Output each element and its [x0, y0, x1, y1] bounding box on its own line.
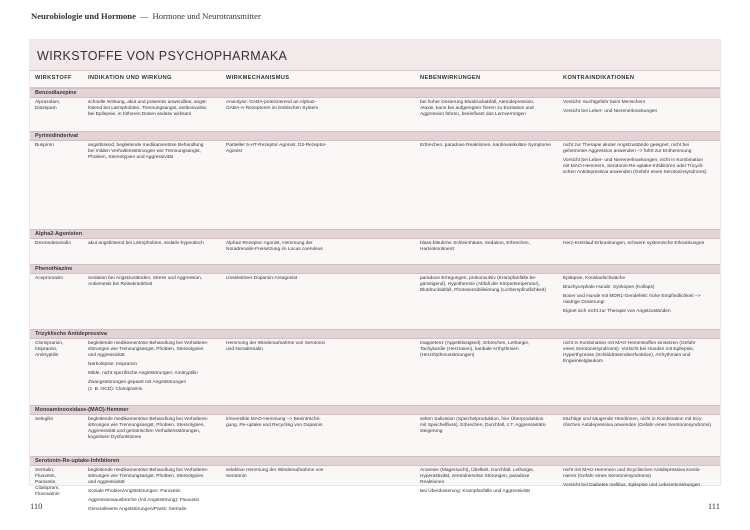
cell-line: Aggression führen, beeinflusst das Lernvermögen [420, 112, 526, 118]
cell-line: Eignet sich nicht zur Therapie von Angstzuständen [563, 309, 671, 315]
cell-kontraindikationen [563, 276, 715, 315]
cell-paragraph [88, 507, 220, 513]
wirkstoff-line: Buspiron [35, 143, 54, 148]
cell-line: nieren (Gefahr eines Serotoninsyndroms) [563, 474, 651, 480]
cell-line: mit Speichelfluss), Erbrechen, Durchfall, z.T. Aggressivitäts- [420, 423, 547, 429]
section-title: Benzodiazepine [35, 90, 77, 96]
cell-line: Blutdruckabfall, Photosensibilisierung (Lichtempfindlichkeit) [420, 288, 546, 294]
cell-paragraph [420, 276, 558, 294]
cell-line: Ataxie, kann bei aufgeregten Tieren zu Exzitation und [420, 106, 534, 112]
cell-line: Narkolepsie: Imipramin [88, 362, 138, 368]
cell-paragraph [226, 341, 406, 353]
cell-kontraindikationen [563, 143, 715, 176]
cell-paragraph [88, 380, 220, 392]
cell-paragraph [88, 100, 220, 118]
cell-line: Harninkontinenz [420, 247, 455, 253]
cell-line: Generalisierte Angststörungen/Panik: Sertralin [88, 507, 187, 513]
cell-nebenwirkungen [420, 241, 558, 253]
cell-line: trächtige und säugende Hündinnen, nicht in Kombination mit tricy- [563, 417, 703, 422]
cell-paragraph [563, 483, 715, 489]
cell-line: Hemmung der Wiederaufnahme von Serotonin [226, 341, 326, 346]
cell-line: schnelle Wirkung, akut und präventiv anwendbar, angst- [88, 100, 208, 105]
cell-line: begleitende medikamentöse Behandlung bei Verhaltens- [88, 468, 209, 473]
cell-line: störungen wie Trennungsangst, Phobien, Stereotypien, [88, 423, 205, 429]
cell-line: mit MAO-Hemmern, Serotonin-Re-uptake-Inhibitoren oder Tricycli- [563, 164, 704, 170]
cell-paragraph [563, 109, 715, 115]
page-number-right: 111 [707, 501, 720, 511]
cell-line: begleitende medikamentöse Behandlung bei Verhaltens- [88, 417, 209, 422]
cell-line: bei milden Verhaltensstörungen wie Trennungsangst, [88, 149, 201, 155]
cell-line: bei Epilepsie, in höheren Dosen sedativ wirksam [88, 112, 192, 118]
section-title: Serotonin-Re-uptake-Inhibitoren [35, 458, 120, 464]
column-header-indikation: INDIKATION UND WIRKUNG [88, 75, 172, 81]
cell-paragraph [226, 276, 406, 282]
cell-paragraph [88, 417, 220, 441]
running-head-chapter: Neurobiologie und Hormone [31, 11, 136, 21]
cell-paragraph [420, 489, 558, 495]
running-head-separator: — [139, 11, 149, 21]
cell-line: niedrige Dosierung! [563, 300, 605, 306]
cell-line: und Aggressivität [88, 480, 125, 486]
cell-paragraph [88, 371, 220, 377]
cell-line: clischen Antidepressiva anwenden (Gefahr eines Serotoninsyndroms) [563, 423, 711, 429]
cell-line: und Aggressivität [88, 353, 125, 359]
cell-line: störungen wie Trennungsangst, Phobien, Stereotypien [88, 474, 204, 480]
page-number-left: 110 [30, 501, 43, 511]
cell-paragraph [88, 489, 220, 495]
cell-line: Noradrenalin-Freisetzung im Locus coeruleus [226, 247, 323, 253]
cell-line: Aggressivität und geriatrischen Verhaltensstörungen, [88, 429, 201, 435]
cell-paragraph [226, 100, 406, 112]
cell-line: Boxer und Hunde mit MDR1-Gendefekt: hohe Empfindlichkeit –> [563, 294, 701, 300]
cell-paragraph [563, 143, 715, 155]
cell-line: blass-bläuliche Schleimhäute, Sedation, Erbrechen, [420, 241, 530, 246]
column-header-wirkmechanismus: WIRKMECHANISMUS [226, 75, 290, 81]
cell-nebenwirkungen [420, 468, 558, 495]
cell-line: Anorexie (Magersucht), Übelkeit, Durchfall, Lethargie, [420, 468, 535, 473]
cell-line: begleitende medikamentöse Behandlung bei Verhaltens- [88, 341, 209, 346]
cell-line: Vorsicht bei Leber- und Nierenerkrankungen, nicht in Kombination [563, 158, 703, 164]
cell-paragraph [88, 362, 220, 368]
cell-line: (Herzrhythmusstörungen) [420, 353, 475, 359]
cell-paragraph [563, 417, 715, 429]
cell-line: Partieller 5-HT-Rezeptor-Agonist, D2-Rezeptor- [226, 143, 327, 148]
cell-paragraph [88, 143, 220, 161]
cell-paragraph [88, 241, 220, 247]
cell-paragraph [563, 309, 715, 315]
cell-line: Hyperthyreose (Schilddrüsenüberfunktion), Arrhythmien und [563, 353, 691, 359]
cell-line: angstlösend, begleitende medikamentöse Behandlung [88, 143, 204, 148]
wirkstoff-line: Alprazolam, [35, 100, 61, 105]
cell-paragraph [88, 341, 220, 359]
cell-paragraph [563, 341, 715, 365]
cell-line: Antiemesis bei Reisekrankheit [88, 282, 153, 288]
cell-line: Tachykardie (Herzrasen), kardiale Arrhythmien [420, 347, 519, 353]
cell-paragraph [420, 417, 558, 435]
section-header [30, 329, 720, 339]
wirkstoff-line: Selegilin [35, 417, 54, 422]
cell-line: irreversible MAO-Hemmung –> Beeinträchti- [226, 417, 321, 422]
column-header-wirkstoff: WIRKSTOFF [35, 75, 72, 81]
cell-line: selten Salivation (Speichelproduktion, hier Überproduktion [420, 417, 544, 422]
wirkstoff-line: Clomipramin, [35, 341, 64, 346]
cell-line: Epilepsie, Kreislaufschwäche [563, 276, 626, 281]
cell-line: nicht zur Therapie akuter Angstzustände geeignet, nicht bei [563, 143, 690, 148]
cell-line: (z. B. OCD): Clomipramin [88, 386, 143, 392]
cell-indikation [88, 276, 220, 288]
section-title: Alpha2-Agonisten [35, 231, 83, 237]
cell-line: Bei Überdosierung: Krampfanfälle und Aggressivität [420, 489, 530, 495]
wirkstoff-line: Sertralin, [35, 468, 55, 473]
cell-paragraph [420, 468, 558, 486]
cell-kontraindikationen [563, 341, 715, 365]
cell-indikation [88, 241, 220, 247]
cell-paragraph [226, 468, 406, 480]
cell-indikation [88, 468, 220, 514]
cell-line: störungen wie Trennungsangst, Phobien, Stereotypien [88, 347, 204, 353]
section-title: Pyrimidinderivat [35, 133, 79, 139]
cell-wirkstoff [35, 276, 85, 282]
wirkstoff-line: Amitryptilin [35, 353, 59, 359]
cell-line: Brachycephale Hunde: Synkopen (Kollaps) [563, 285, 655, 291]
wirkstoff-line: Paroxetin, [35, 480, 57, 486]
cell-paragraph [88, 468, 220, 486]
wirkstoff-line: Imipramin, [35, 347, 58, 353]
cell-paragraph [563, 276, 715, 282]
wirkstoff-line: Fluvoxamin [35, 492, 60, 498]
cell-line: schen Antidepressiva anwenden (Gefahr eines Serotoninsyndroms) [563, 170, 707, 176]
cell-wirkstoff [35, 341, 85, 359]
cell-paragraph [563, 158, 715, 176]
cell-line: und Noradrenalin [226, 347, 263, 353]
cell-paragraph [420, 341, 558, 359]
section-title: Trizyklische Antidepressiva [35, 331, 107, 337]
cell-paragraph [226, 417, 406, 429]
section-header [30, 131, 720, 141]
cell-mechanismus [226, 417, 406, 429]
cell-mechanismus [226, 341, 406, 353]
running-head [31, 11, 261, 21]
cell-line: Alpha2-Rezeptor-Agonist, Hemmung der [226, 241, 313, 246]
cell-wirkstoff [35, 468, 85, 498]
cell-line: Unselektiver Dopamin-Antagonist [226, 276, 298, 281]
cell-paragraph [563, 241, 715, 247]
cell-line: lösend bei Lärmphobien, Trennungsangst, antikonvulsiv [88, 106, 207, 112]
cell-line: Agonist [226, 149, 242, 155]
section-title: Monoaminooxidase-(MAO)-Hemmer [35, 407, 129, 413]
cell-line: nicht in Kombination mit MAO-Hemmstoffen einsetzen (Gefahr [563, 341, 696, 346]
cell-kontraindikationen [563, 241, 715, 247]
cell-line: Zwangsstörungen gepaart mit Angststörungen [88, 380, 187, 386]
cell-nebenwirkungen [420, 143, 558, 149]
cell-line: Erbrechen, paradoxe Reaktionen, kardiovaskuläre Symptome [420, 143, 551, 148]
cell-indikation [88, 341, 220, 393]
cell-wirkstoff [35, 100, 85, 112]
cell-line: bei hoher Dosierung Blutdruckabfall, Atemdepression, [420, 100, 535, 105]
cell-indikation [88, 417, 220, 441]
cell-line: Aggressionsausbrüche (mit Angststörung): Fluoxetin [88, 498, 200, 504]
cell-line: gehemmter Aggression anwenden –> führt zur Enthemmung [563, 149, 692, 155]
cell-line: gung, Re-uptake und Recycling von Dopamin [226, 423, 323, 429]
cell-line: günstigend), Hypothermie (Abfall der Körpertemperatur), [420, 282, 540, 288]
cell-mechanismus [226, 100, 406, 112]
cell-paragraph [563, 285, 715, 291]
cell-line: Engwinkelglaukom [563, 359, 603, 365]
cell-mechanismus [226, 143, 406, 155]
cell-line: Vorsicht: Suchtgefahr beim Menschen! [563, 100, 646, 105]
cell-line: steigerung [420, 429, 443, 435]
column-header-nebenwirkungen: NEBENWIRKUNGEN [420, 75, 481, 81]
cell-line: Sedation bei Angstzuständen, Stress und Aggression, [88, 276, 203, 281]
cell-nebenwirkungen [420, 417, 558, 435]
cell-paragraph [420, 100, 558, 118]
cell-line: GABA-A-Rezeptoren im limbischen System [226, 106, 319, 112]
cell-line: Inappetenz (Appetitlosigkeit), Erbrechen, Lethargie, [420, 341, 530, 346]
wirkstoff-line: Citalopram, [35, 486, 60, 492]
cell-wirkstoff [35, 417, 85, 423]
cell-line: kognitiven Dysfunktionen [88, 435, 142, 441]
cell-nebenwirkungen [420, 100, 558, 118]
wirkstoff-line: Acepromazin [35, 276, 63, 281]
section-header [30, 264, 720, 274]
cell-line: Milde, nicht spezifische Angststörungen: Amitryptilin [88, 371, 198, 377]
section-header [30, 88, 720, 98]
cell-line: Serotonin [226, 474, 247, 480]
cell-line: Reaktionen [420, 480, 445, 486]
cell-mechanismus [226, 468, 406, 480]
wirkstoff-line: Fluoxetin, [35, 474, 56, 480]
section-title: Phenothiazine [35, 266, 73, 272]
cell-line: nicht mit MAO-Hemmern und tricyclischen Antidepressiva kombi- [563, 468, 701, 473]
cell-line: selektive Hemmung der Wiederaufnahme von [226, 468, 324, 473]
cell-mechanismus [226, 241, 406, 253]
cell-paragraph [88, 498, 220, 504]
wirkstoff-line: Dexmedetomidin [35, 241, 71, 246]
cell-line: Herz-Kreislauf-Erkrankungen, schwere systemische Erkrankungen [563, 241, 705, 246]
cell-paragraph [563, 100, 715, 106]
cell-line: Vorsicht bei Leber- und Nierenerkrankungen [563, 109, 658, 115]
cell-kontraindikationen [563, 417, 715, 429]
cell-nebenwirkungen [420, 341, 558, 359]
cell-paragraph [563, 468, 715, 480]
cell-paragraph [420, 143, 558, 149]
cell-line: Phobien, Stereotypien und Aggressivität [88, 155, 174, 161]
cell-wirkstoff [35, 241, 85, 247]
cell-kontraindikationen [563, 468, 715, 489]
section-header [30, 229, 720, 239]
cell-mechanismus [226, 276, 406, 282]
cell-indikation [88, 100, 220, 118]
cell-line: akut angstlösend bei Lärmphobien, sedativ-hypnotisch [88, 241, 204, 246]
cell-line: eines Serotoninsyndroms). Vorsicht bei Hunden mit Epilepsie, [563, 347, 695, 353]
cell-line: Anxiolyse: GABA-potenzierend an Alpha2- [226, 100, 317, 105]
cell-paragraph [420, 241, 558, 253]
table-title: WIRKSTOFFE VON PSYCHOPHARMAKA [37, 49, 288, 63]
cell-paragraph [88, 276, 220, 288]
wirkstoff-line: Diazepam [35, 106, 57, 112]
cell-paragraph [226, 241, 406, 253]
section-header [30, 405, 720, 415]
cell-wirkstoff [35, 143, 85, 149]
running-head-topic: Hormone und Neurotransmitter [152, 11, 261, 21]
cell-kontraindikationen [563, 100, 715, 115]
cell-paragraph [563, 294, 715, 306]
cell-indikation [88, 143, 220, 161]
cell-line: paradoxe Erregungen, prokonvulsiv (Krampfanfälle be- [420, 276, 537, 281]
cell-line: Vorsicht bei Diabetes mellitus, Epilepsie und Lebererkrankungen [563, 483, 701, 489]
column-header-kontraindikationen: KONTRAINDIKATIONEN [563, 75, 635, 81]
section-header [30, 456, 720, 466]
cell-nebenwirkungen [420, 276, 558, 294]
cell-line: Soziale Phobien/Angststörungen: Paroxetin [88, 489, 181, 495]
cell-line: Hyperaktivität, zentralnervöse Störungen, paradoxe [420, 474, 530, 480]
cell-paragraph [226, 143, 406, 155]
